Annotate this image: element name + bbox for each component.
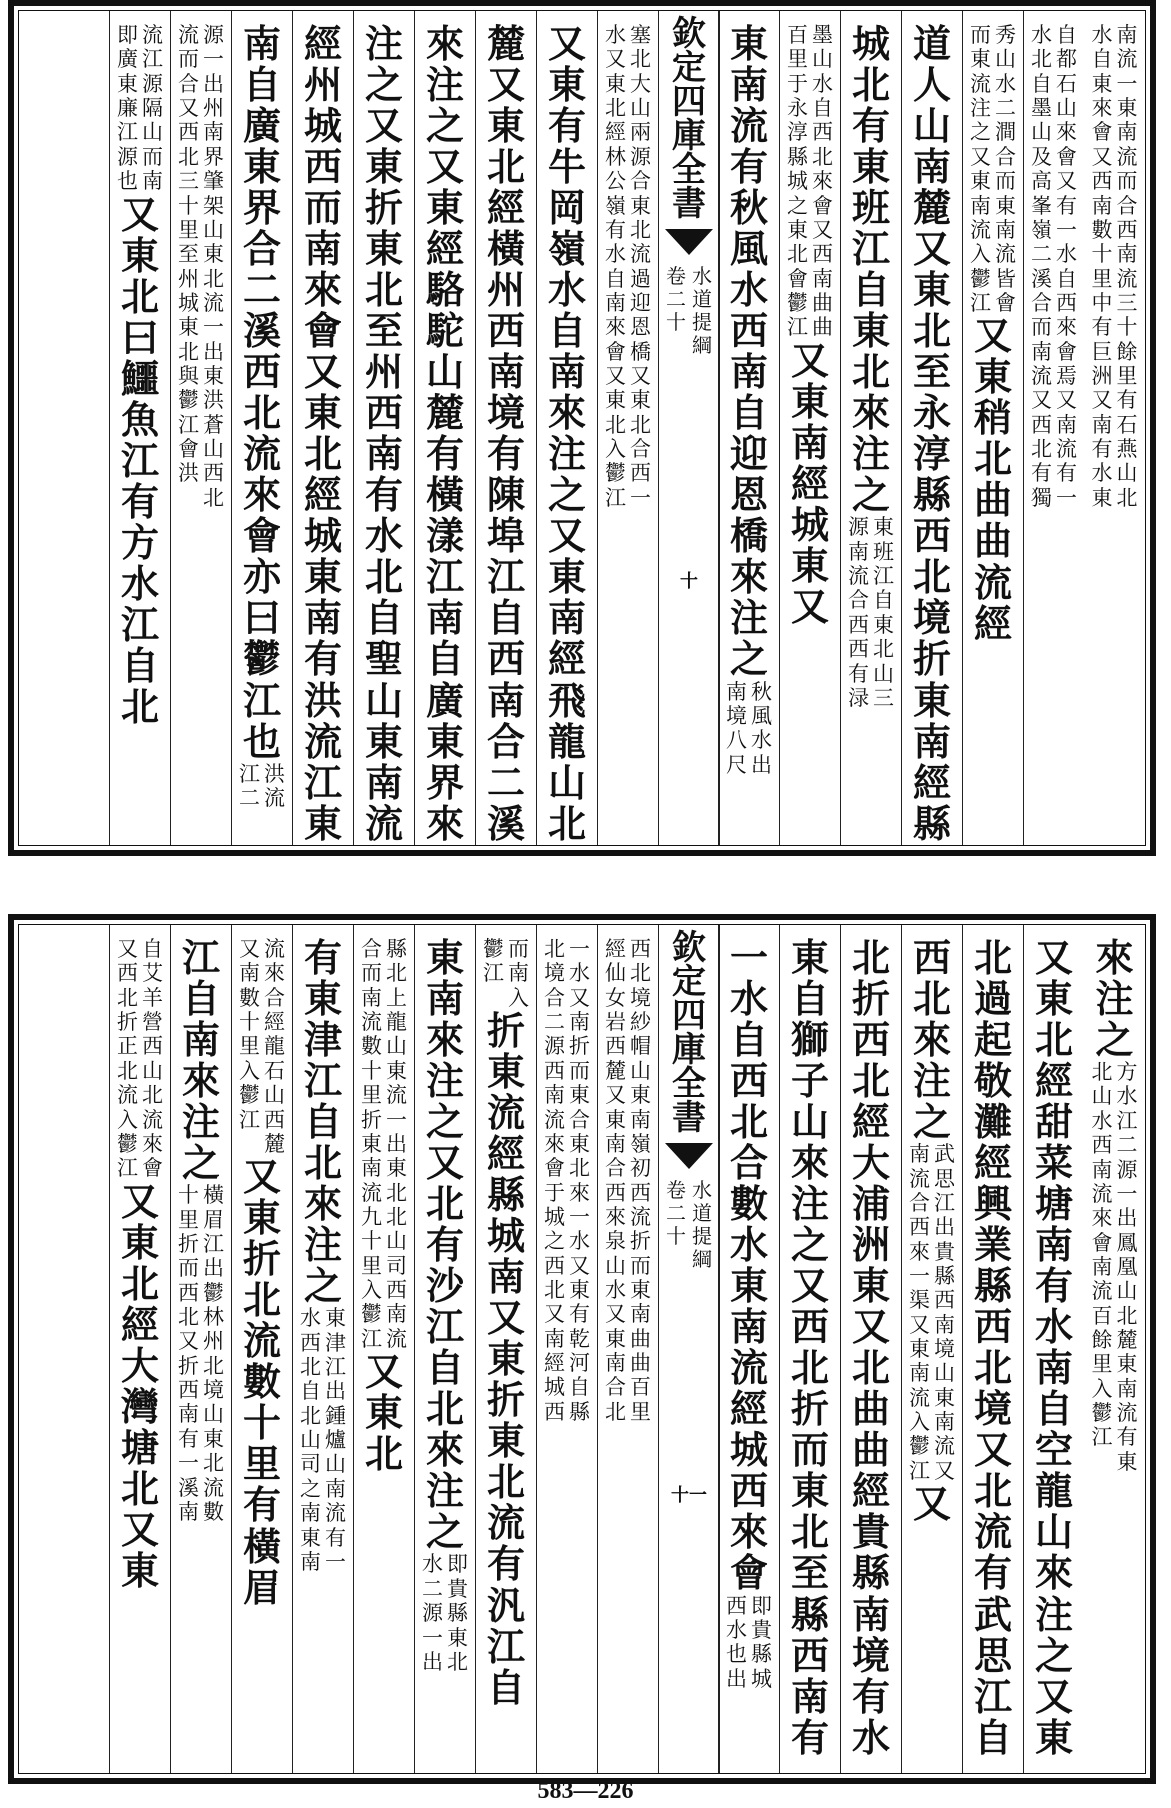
- bottom-left-col-2: 一 水 又 南 折 而 東 合 東 北 來 一 水 又 東 有 乾 河 自 縣 北 境 合 二 源 西 南 流 來 會 于 城 之 西 北 又 南 經 城 西: [536, 925, 597, 1773]
- top-right-col-3: 秀 山 水 二 澗 合 而 東 南 流 皆 會 而 東 流 注 之 又 東 南 流 入 鬱 江 又 東 稍 北 曲 曲 流 經: [962, 11, 1023, 845]
- top-left-col-4: 來 注 之 又 東 經 駱 駝 山 麓 有 橫 漾 江 南 自 廣 東 界 來: [414, 11, 475, 845]
- bottom-right-col-3: 北 過 起 敬 灘 經 興 業 縣 西 北 境 又 北 流 有 武 思 江 自: [962, 925, 1023, 1773]
- bottom-folio-number: 十一: [671, 1485, 707, 1506]
- bottom-left-col-4: 東 南 來 注 之 又 北 有 沙 江 自 北 來 注 之 即 貴 縣 東 北 水 二 源 一 出: [414, 925, 475, 1773]
- page-bottom-frame: [18, 924, 1146, 1774]
- top-right-col-7: 東 南 流 有 秋 風 水 西 南 自 迎 恩 橋 來 注 之 秋 風 水 出 南 境 八 尺: [718, 11, 779, 845]
- top-right-col-1: 南 流 一 東 南 流 而 合 西 南 流 三 十 餘 里 有 石 燕 山 北 水 自 東 來 會 又 西 南 數 十 里 中 有 巨 洲 又 南 有 水 東: [1091, 23, 1138, 510]
- bottom-right-col-5: 北 折 西 北 經 大 浦 洲 東 又 北 曲 曲 經 貴 縣 南 境 有 水: [840, 925, 901, 1773]
- bottom-left-col-5: 縣 北 上 龍 山 東 流 一 出 東 北 北 山 司 西 南 流 合 而 南 流 數 十 里 折 東 南 流 九 十 里 入 鬱 江 又 東 北: [353, 925, 414, 1773]
- top-right-col-5: 城 北 有 東 班 江 自 東 北 來 注 之 東 班 江 自 東 北 山 三 源 南 流 合 西 西 有 渌: [840, 11, 901, 845]
- top-folio-number: 十: [680, 571, 698, 592]
- bottom-volume-label: 水 道 提 綱 卷 二 十: [666, 1178, 712, 1271]
- top-right-col-6: 墨 山 水 自 西 北 來 會 又 西 南 曲 曲 百 里 于 永 淳 縣 城 之 東 北 會 鬱 江 又 東 南 經 城 東 又: [779, 11, 840, 845]
- top-left-col-9: 流 江 源 隔 山 而 南 即 廣 東 廉 江 源 也 又 東 北 曰 鱷 魚 江 有 方 水 江 自 北: [109, 11, 170, 845]
- bottom-left-col-9: 自 艾 羊 營 西 山 北 流 來 會 又 西 北 折 正 北 流 入 鬱 江 又 東 北 經 大 灣 塘 北 又 東: [109, 925, 170, 1773]
- top-volume-label: 水 道 提 綱 卷 二 十: [666, 264, 712, 357]
- page-number-footer: 583—226: [537, 1778, 634, 1804]
- bottom-left-col-7: 流 來 合 經 龍 石 山 西 麓 又 南 數 十 里 入 鬱 江 又 東 折 北 流 數 十 里 有 橫 眉: [231, 925, 292, 1773]
- top-right-col-2: 自 都 石 山 來 會 又 有 一 水 自 西 來 會 焉 又 南 流 有 一 水 北 自 墨 山 及 高 峯 嶺 二 溪 合 而 南 流 又 西 北 有 獨: [1023, 11, 1084, 845]
- bottom-right-col-4: 西 北 來 注 之 武 思 江 出 貴 縣 西 南 境 山 東 南 流 又 南 流 合 西 來 一 渠 又 東 南 流 入 鬱 江 又: [901, 925, 962, 1773]
- top-left-col-1: 塞 北 大 山 兩 源 合 東 北 流 過 迎 恩 橋 又 東 北 合 西 一 水 又 東 北 經 林 公 嶺 有 水 自 南 來 會 又 東 北 入 鬱 江: [597, 11, 658, 845]
- bottom-right-col-7: 一 水 自 西 北 合 數 水 東 南 流 經 城 西 來 會 即 貴 縣 城 西 水 也 出: [718, 925, 779, 1773]
- page-top-frame: [18, 10, 1146, 846]
- bottom-book-title: 欽 定 四 庫 全 書: [672, 928, 706, 1138]
- top-fishtail-mark: [665, 229, 713, 255]
- bottom-right-col-2: 又 東 北 經 甜 菜 塘 南 有 水 南 自 空 龍 山 來 注 之 又 東: [1023, 925, 1084, 1773]
- bottom-left-col-6: 有 東 津 江 自 北 來 注 之 東 津 江 出 鍾 爐 山 南 流 有 一 水 西 北 自 北 山 司 之 南 東 南: [292, 925, 353, 1773]
- bottom-right-col-6: 東 自 獅 子 山 來 注 之 又 西 北 折 而 東 北 至 縣 西 南 有: [779, 925, 840, 1773]
- top-left-col-8: 源 一 出 州 南 界 肇 架 山 東 北 流 一 出 東 洪 蒼 山 西 北 流 而 合 又 西 北 三 十 里 至 州 城 東 北 與 鬱 江 會 洪: [170, 11, 231, 845]
- top-book-title: 欽 定 四 庫 全 書: [672, 14, 706, 224]
- page-bottom: [8, 914, 1156, 1784]
- top-left-col-5: 注 之 又 東 折 東 北 至 州 西 南 有 水 北 自 聖 山 東 南 流: [353, 11, 414, 845]
- top-left-col-3: 麓 又 東 北 經 橫 州 西 南 境 有 陳 埠 江 自 西 南 合 二 溪: [475, 11, 536, 845]
- top-center-strip: [658, 11, 720, 845]
- bottom-right-col-1: 來 注 之 方 水 江 二 源 一 出 鳳 凰 山 北 麓 東 南 流 有 東 北 山 水 西 南 流 來 會 南 流 百 餘 里 入 鬱 江: [1091, 935, 1138, 1474]
- top-left-col-2: 又 東 有 牛 岡 嶺 水 自 南 來 注 之 又 東 南 經 飛 龍 山 北: [536, 11, 597, 845]
- page-top: [8, 0, 1156, 856]
- bottom-left-col-1: 西 北 境 紗 帽 山 東 南 嶺 初 西 流 折 而 東 南 曲 曲 百 里 經 仙 女 岩 西 麓 又 東 南 合 西 來 泉 山 水 又 東 南 合 北: [597, 925, 658, 1773]
- bottom-fishtail-mark: [665, 1143, 713, 1169]
- bottom-left-col-8: 江 自 南 來 注 之 橫 眉 江 出 鬱 林 州 北 境 山 東 北 流 數 十 里 折 而 西 北 又 折 西 南 有 一 溪 南: [170, 925, 231, 1773]
- bottom-left-col-3: 而 南 入 鬱 江 折 東 流 經 縣 城 南 又 東 折 東 北 流 有 汎 江 自: [475, 925, 536, 1773]
- top-right-col-4: 道 人 山 南 麓 又 東 北 至 永 淳 縣 西 北 境 折 東 南 經 縣: [901, 11, 962, 845]
- top-left-col-7: 南 自 廣 東 界 合 二 溪 西 北 流 來 會 亦 曰 鬱 江 也 洪 流 江 二: [231, 11, 292, 845]
- top-left-col-6: 經 州 城 西 而 南 來 會 又 東 北 經 城 東 南 有 洪 流 江 東: [292, 11, 353, 845]
- bottom-center-strip: [658, 925, 720, 1773]
